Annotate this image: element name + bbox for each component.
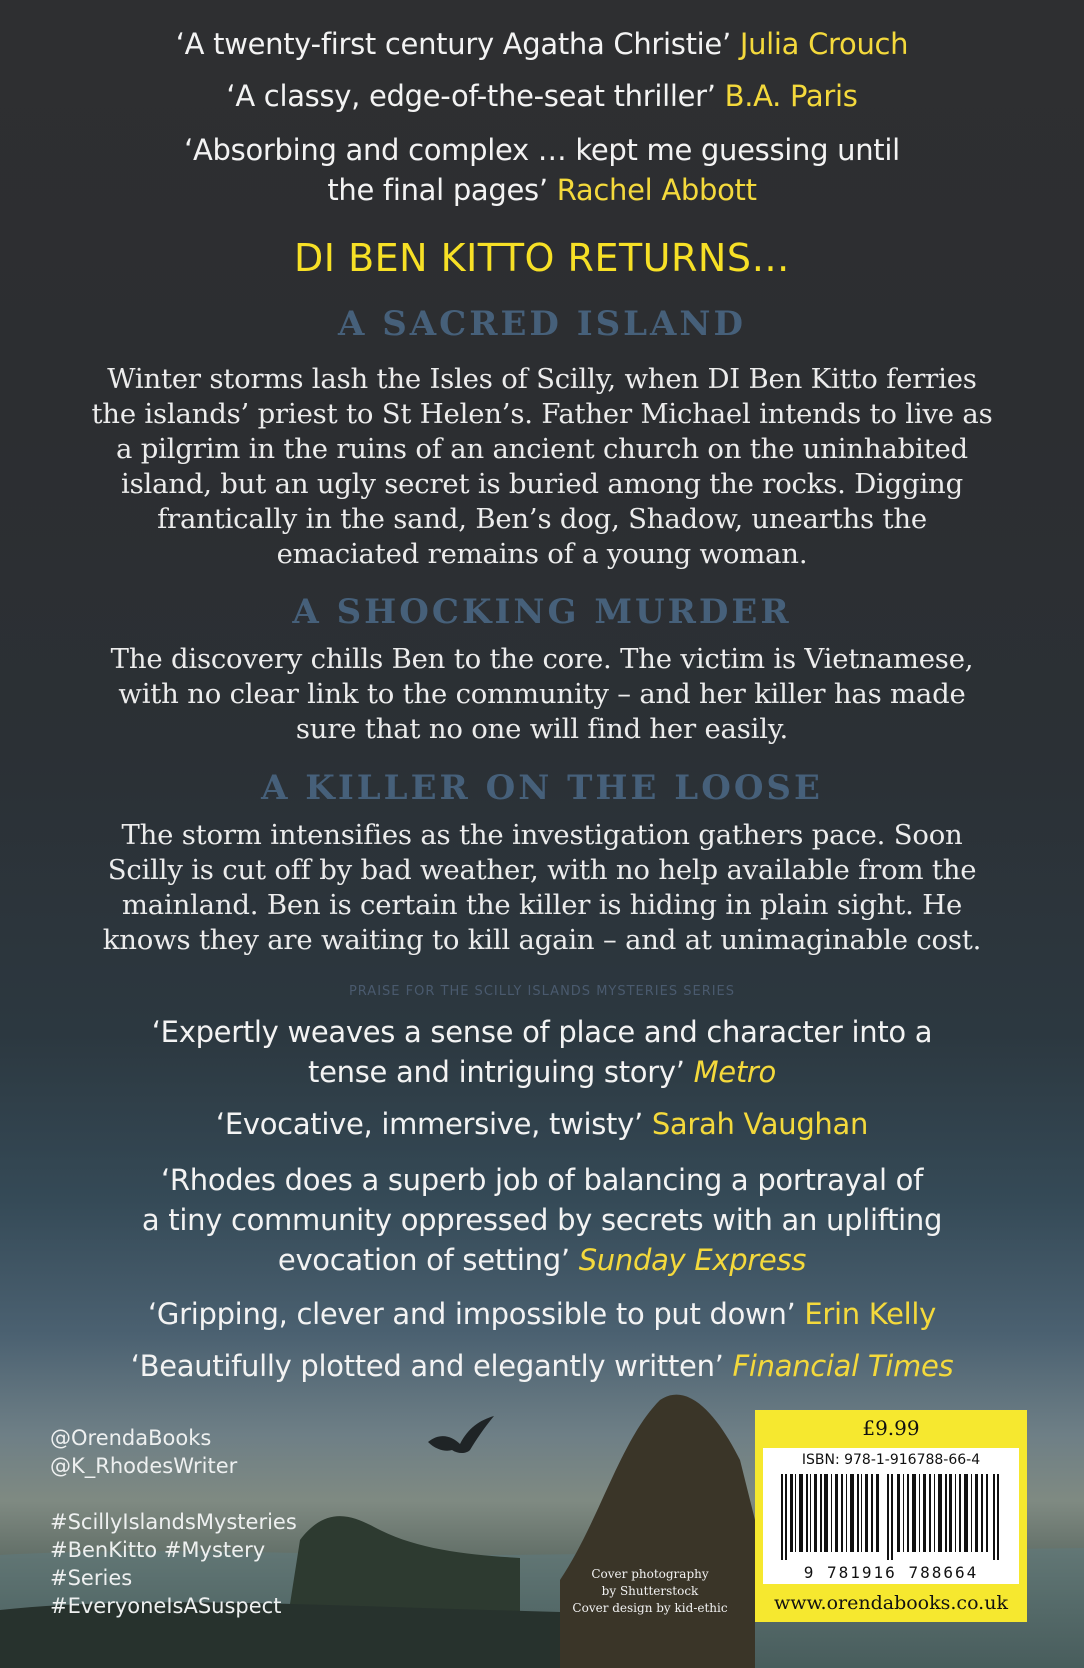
body-line: Scilly is cut off by bad weather, with no help available from the [107,854,977,886]
hashtag: #Series [50,1566,133,1590]
quote-attribution: Sunday Express [578,1243,807,1277]
hashtags [50,1508,297,1620]
quote-text: ‘Gripping, clever and impossible to put down’ [148,1297,796,1331]
quote-christie [0,24,1084,64]
social-handle: @K_RhodesWriter [50,1454,238,1478]
isbn-label: ISBN: 978-1-916788-66-4 [801,1452,981,1468]
barcode-number: 9 781916 788664 [803,1563,979,1582]
price-label: £9.99 [862,1416,920,1440]
section-heading: A SACRED ISLAND [337,304,746,344]
quote-text: ‘A classy, edge-of-the-seat thriller’ [226,79,716,113]
quote-text-line: ‘Expertly weaves a sense of place and character into a [151,1015,933,1049]
quote-text-line: a tiny community oppressed by secrets with an uplifting [141,1203,943,1237]
tagline: DI BEN KITTO RETURNS… [294,236,790,280]
quote-text-line: the final pages’ [327,173,548,207]
hashtag: #ScillyIslandsMysteries [50,1510,297,1534]
hashtag: #BenKitto #Mystery [50,1538,266,1562]
body-line: frantically in the sand, Ben’s dog, Shadow, unearths the [157,503,927,535]
bird-icon [428,1416,494,1453]
social-handles [50,1424,237,1480]
cover-credits [560,1566,740,1617]
section-heading: A SHOCKING MURDER [292,592,792,632]
social-handle: @OrendaBooks [50,1426,212,1450]
body-line: The discovery chills Ben to the core. The victim is Vietnamese, [110,643,974,675]
section-body [0,818,1084,958]
quote-text: ‘Beautifully plotted and elegantly written’ [130,1349,724,1383]
body-line: knows they are waiting to kill again – and at unimaginable cost. [102,924,982,956]
body-line: sure that no one will find her easily. [295,713,789,745]
barcode-panel [763,1448,1019,1584]
quote-text-line: ‘Rhodes does a superb job of balancing a portrayal of [160,1163,924,1197]
body-line: emaciated remains of a young woman. [276,538,808,570]
credit-line: Cover design by kid-ethic [572,1601,728,1615]
quote-attribution: Julia Crouch [739,27,909,61]
quote-attribution: B.A. Paris [724,79,858,113]
quote-attribution: Sarah Vaughan [651,1107,869,1141]
quote-sunday-express [0,1160,1084,1280]
barcode-icon [781,1474,1001,1560]
quote-text-line: tense and intriguing story’ [308,1055,685,1089]
quote-abbott [0,130,1084,210]
quote-kelly [0,1294,1084,1334]
body-line: Winter storms lash the Isles of Scilly, when DI Ben Kitto ferries [107,363,977,395]
publisher-website: www.orendabooks.co.uk [774,1592,1008,1614]
quote-attribution: Financial Times [732,1349,954,1383]
body-line: mainland. Ben is certain the killer is hiding in plain sight. He [121,889,963,921]
quote-attribution: Metro [693,1055,776,1089]
quote-attribution: Rachel Abbott [556,173,757,207]
praise-heading: PRAISE FOR THE SCILLY ISLANDS MYSTERIES SERIES [348,984,736,999]
section-body [0,362,1084,572]
credit-line: Cover photography [591,1567,709,1581]
body-line: The storm intensifies as the investigation gathers pace. Soon [121,819,963,851]
quote-text: ‘A twenty-first century Agatha Christie’ [175,27,731,61]
price-barcode-box [755,1410,1027,1622]
quote-text-line: evocation of setting’ [277,1243,570,1277]
quote-vaughan [0,1104,1084,1144]
quote-paris [0,76,1084,116]
quote-metro [0,1012,1084,1092]
hashtag: #EveryoneIsASuspect [50,1594,282,1618]
credit-line: by Shutterstock [601,1584,699,1598]
body-line: island, but an ugly secret is buried among the rocks. Digging [121,468,963,500]
quote-text: ‘Evocative, immersive, twisty’ [215,1107,643,1141]
section-heading: A KILLER ON THE LOOSE [261,768,823,808]
body-line: the islands’ priest to St Helen’s. Father Michael intends to live as [91,398,993,430]
section-body [0,642,1084,747]
body-line: a pilgrim in the ruins of an ancient church on the uninhabited [116,433,968,465]
quote-text-line: ‘Absorbing and complex … kept me guessing until [184,133,900,167]
body-line: with no clear link to the community – and her killer has made [118,678,966,710]
rocks-right [560,1395,755,1668]
quote-attribution: Erin Kelly [804,1297,936,1331]
